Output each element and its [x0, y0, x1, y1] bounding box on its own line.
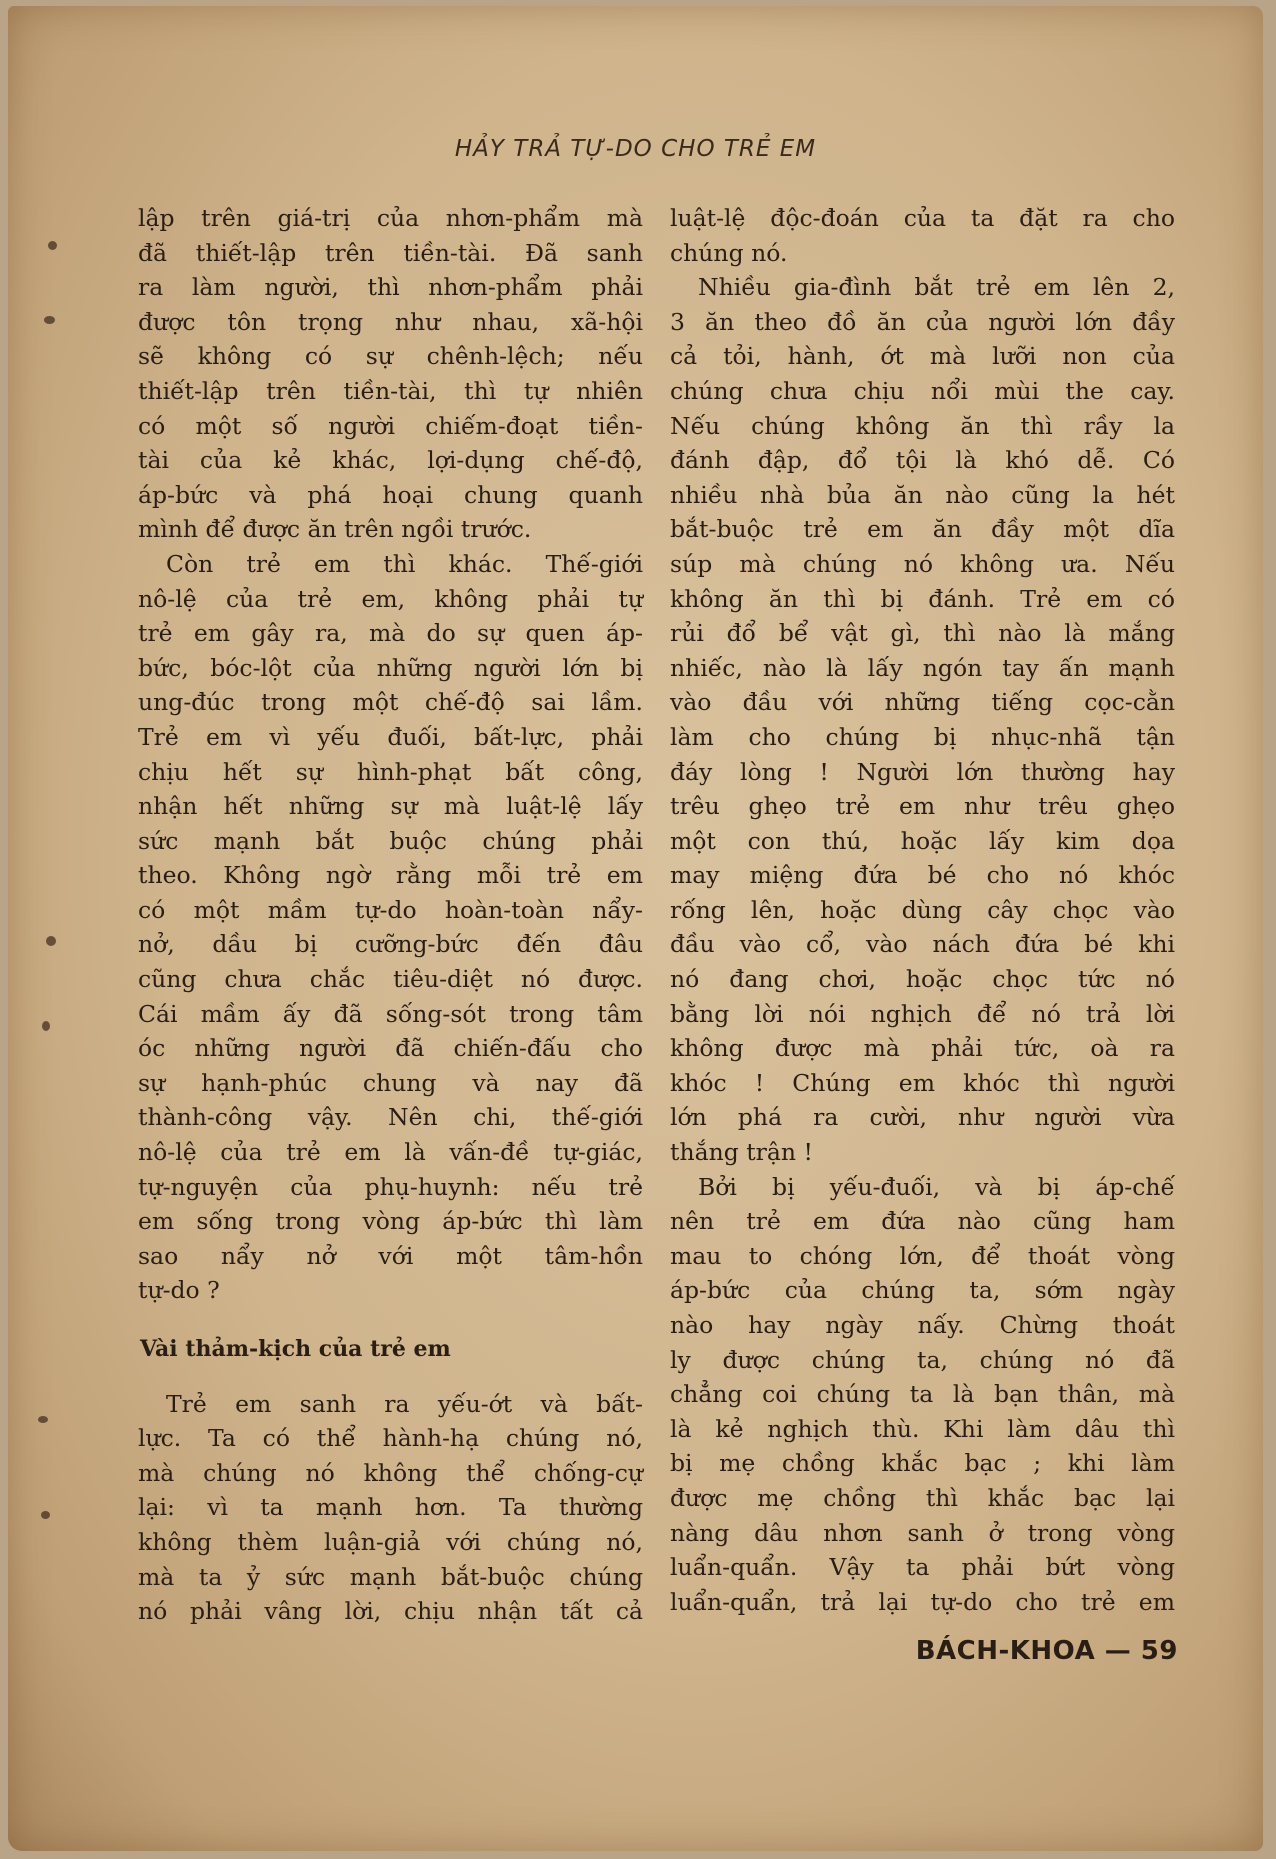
- page-hole-mark: [42, 1021, 50, 1031]
- text-line: luật-lệ độc-đoán của ta đặt ra cho: [670, 204, 1175, 232]
- text-line: sẽ không có sự chênh-lệch; nếu: [138, 342, 643, 371]
- text-line: nàng dâu nhơn sanh ở trong vòng: [670, 1518, 1175, 1547]
- left-column: [138, 201, 643, 1629]
- text-line: áp-bức và phá hoại chung quanh: [138, 480, 643, 509]
- text-line: sức mạnh bắt buộc chúng phải: [138, 826, 643, 855]
- text-line: không ăn thì bị đánh. Trẻ em có: [670, 584, 1175, 613]
- page-hole-mark: [46, 936, 56, 946]
- text-line: trẻ em gây ra, mà do sự quen áp-: [138, 619, 643, 648]
- page-hole-mark: [48, 241, 57, 250]
- text-line: nô-lệ của trẻ em, không phải tự: [138, 584, 643, 613]
- text-line: bằng lời nói nghịch để nó trả lời: [670, 999, 1175, 1028]
- text-line: không được mà phải tức, oà ra: [670, 1034, 1175, 1063]
- text-line: áp-bức của chúng ta, sớm ngày: [670, 1276, 1175, 1305]
- text-line: làm cho chúng bị nhục-nhã tận: [670, 722, 1175, 751]
- text-line: lớn phá ra cười, như người vừa: [670, 1103, 1175, 1132]
- text-line: lập trên giá-trị của nhơn-phẩm mà: [138, 204, 643, 232]
- text-line: nào hay ngày nấy. Chừng thoát: [670, 1311, 1175, 1339]
- text-line: lực. Ta có thể hành-hạ chúng nó,: [138, 1424, 643, 1453]
- text-line: may miệng đứa bé cho nó khóc: [670, 861, 1175, 890]
- text-line: có một số người chiếm-đoạt tiền-: [138, 411, 643, 440]
- text-line: có một mầm tự-do hoàn-toàn nẩy-: [138, 895, 643, 924]
- text-line: đánh đập, đổ tội là khó dễ. Có: [670, 446, 1175, 475]
- text-line: rủi đổ bể vật gì, thì nào là mắng: [670, 619, 1175, 648]
- text-line: đầu vào cổ, vào nách đứa bé khi: [670, 930, 1175, 959]
- text-line: sự hạnh-phúc chung và nay đã: [138, 1068, 643, 1097]
- left-paragraphs: [138, 201, 643, 1308]
- text-line: chịu hết sự hình-phạt bất công,: [138, 757, 643, 786]
- text-line: Trẻ em sanh ra yếu-ớt và bất-: [166, 1389, 643, 1418]
- running-head: HẢY TRẢ TỰ-DO CHO TRẺ EM: [454, 136, 817, 162]
- text-line: ly được chúng ta, chúng nó đã: [670, 1345, 1175, 1374]
- left-paragraphs-continued: [138, 1387, 643, 1629]
- text-line: vào đầu với những tiếng cọc-cằn: [670, 688, 1175, 717]
- text-line: nó đang chơi, hoặc chọc tức nó: [670, 965, 1175, 994]
- text-line: tài của kẻ khác, lợi-dụng chế-độ,: [138, 446, 643, 475]
- book-page: [8, 6, 1263, 1851]
- text-line: tự-do ?: [138, 1276, 220, 1305]
- page-hole-mark: [38, 1416, 48, 1423]
- text-line: mình để được ăn trên ngồi trước.: [138, 515, 532, 544]
- text-line: trêu ghẹo trẻ em như trêu ghẹo: [670, 792, 1175, 821]
- text-line: cũng chưa chắc tiêu-diệt nó được.: [138, 965, 643, 994]
- text-line: nó phải vâng lời, chịu nhận tất cả: [138, 1597, 643, 1626]
- text-line: rống lên, hoặc dùng cây chọc vào: [670, 895, 1175, 924]
- text-line: bắt-buộc trẻ em ăn đầy một dĩa: [670, 515, 1175, 544]
- text-line: Bởi bị yếu-đuối, và bị áp-chế: [698, 1172, 1175, 1201]
- text-line: thành-công vậy. Nên chi, thế-giới: [138, 1103, 643, 1132]
- text-line: được mẹ chồng thì khắc bạc lại: [670, 1483, 1175, 1512]
- text-line: nô-lệ của trẻ em là vấn-đề tự-giác,: [138, 1138, 643, 1167]
- text-line: nên trẻ em đứa nào cũng ham: [670, 1207, 1175, 1236]
- text-line: Trẻ em vì yếu đuối, bất-lực, phải: [138, 722, 643, 751]
- text-line: đã thiết-lập trên tiền-tài. Đã sanh: [138, 238, 643, 267]
- section-subheading: Vài thảm-kịch của trẻ em: [140, 1336, 451, 1362]
- page-hole-mark: [41, 1511, 50, 1519]
- text-line: em sống trong vòng áp-bức thì làm: [138, 1207, 643, 1236]
- text-line: nhiếc, nào là lấy ngón tay ấn mạnh: [670, 653, 1175, 682]
- text-line: ra làm người, thì nhơn-phẩm phải: [138, 273, 643, 302]
- text-line: được tôn trọng như nhau, xã-hội: [138, 307, 643, 336]
- text-line: là kẻ nghịch thù. Khi làm dâu thì: [670, 1414, 1175, 1443]
- text-line: theo. Không ngờ rằng mỗi trẻ em: [138, 861, 643, 890]
- text-line: không thèm luận-giả với chúng nó,: [138, 1527, 643, 1556]
- text-line: lại: vì ta mạnh hơn. Ta thường: [138, 1493, 643, 1522]
- text-line: nhiều nhà bủa ăn nào cũng la hét: [670, 480, 1175, 509]
- text-line: mau to chóng lớn, để thoát vòng: [670, 1241, 1175, 1270]
- text-line: Còn trẻ em thì khác. Thế-giới: [166, 549, 643, 578]
- text-line: thiết-lập trên tiền-tài, thì tự nhiên: [138, 376, 643, 405]
- text-line: Cái mầm ấy đã sống-sót trong tâm: [138, 999, 643, 1028]
- text-line: chúng nó.: [670, 238, 788, 267]
- text-line: bức, bóc-lột của những người lớn bị: [138, 653, 643, 682]
- text-line: chẳng coi chúng ta là bạn thân, mà: [670, 1380, 1175, 1409]
- text-line: 3 ăn theo đồ ăn của người lớn đầy: [670, 307, 1175, 336]
- text-line: nở, dầu bị cưỡng-bức đến đâu: [138, 930, 643, 959]
- text-line: óc những người đã chiến-đấu cho: [138, 1034, 643, 1063]
- text-line: khóc ! Chúng em khóc thì người: [670, 1068, 1175, 1097]
- text-line: Nhiều gia-đình bắt trẻ em lên 2,: [698, 273, 1175, 302]
- page-hole-mark: [44, 316, 55, 324]
- text-line: mà ta ỷ sức mạnh bắt-buộc chúng: [138, 1562, 643, 1591]
- text-line: mà chúng nó không thể chống-cự: [138, 1458, 643, 1487]
- text-line: Nếu chúng không ăn thì rầy la: [670, 411, 1175, 440]
- text-line: sao nẩy nở với một tâm-hồn: [138, 1241, 643, 1270]
- text-line: luẩn-quẩn. Vậy ta phải bứt vòng: [670, 1553, 1175, 1582]
- text-line: bị mẹ chồng khắc bạc ; khi làm: [670, 1449, 1175, 1478]
- text-line: một con thú, hoặc lấy kim dọa: [670, 826, 1175, 855]
- text-line: súp mà chúng nó không ưa. Nếu: [670, 549, 1175, 578]
- text-line: cả tỏi, hành, ớt mà lưỡi non của: [670, 342, 1175, 371]
- text-line: chúng chưa chịu nổi mùi the cay.: [670, 376, 1175, 405]
- text-line: đáy lòng ! Người lớn thường hay: [670, 757, 1175, 786]
- text-line: thắng trận !: [670, 1138, 813, 1167]
- right-column: [670, 201, 1175, 1619]
- text-line: luẩn-quẩn, trả lại tự-do cho trẻ em: [670, 1587, 1175, 1616]
- text-line: nhận hết những sự mà luật-lệ lấy: [138, 792, 643, 821]
- text-line: ung-đúc trong một chế-độ sai lầm.: [138, 688, 643, 717]
- page-footer: BÁCH-KHOA — 59: [915, 1636, 1178, 1666]
- text-line: tự-nguyện của phụ-huynh: nếu trẻ: [138, 1172, 643, 1201]
